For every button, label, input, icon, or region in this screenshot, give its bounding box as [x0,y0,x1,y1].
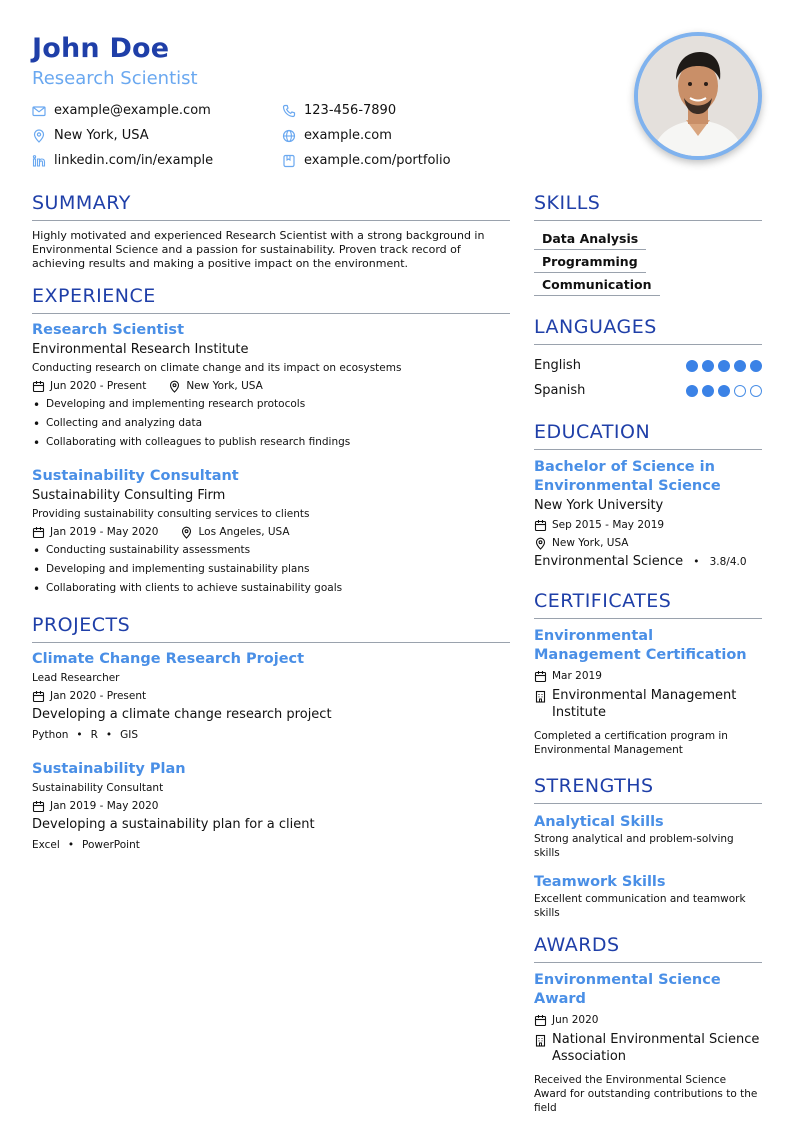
gpa-text: 3.8/4.0 [709,556,747,568]
contact-website[interactable] [282,128,532,143]
location-text: New York, USA [54,128,149,143]
map-pin-icon [168,380,181,393]
level-dot-filled [702,385,714,397]
field-text: Environmental Science [534,554,684,569]
location-text: New York, USA [552,537,629,549]
issuer-name: Environmental Management Institute [552,688,737,720]
skill-tag: Communication [534,275,660,296]
job-dates: Jan 2019 - May 2020 [50,526,159,538]
education-dates [534,516,762,534]
experience-item [32,466,510,598]
level-dot-filled [718,360,730,372]
certificate-issuer [534,687,762,721]
map-pin-icon [534,537,547,550]
contact-phone[interactable] [282,103,532,118]
building-icon [534,690,547,703]
education-location [534,534,762,552]
job-meta [32,377,510,395]
certificates-section [534,588,762,757]
contact-info [32,98,532,173]
language-name: English [534,358,581,373]
phone-text: 123-456-7890 [304,103,397,118]
education-section [534,419,762,572]
languages-section [534,314,762,403]
tool-tag: GIS [120,729,139,741]
summary-section [32,190,510,271]
project-description: Developing a sustainability plan for a client [32,817,315,832]
job-location: New York, USA [186,380,263,392]
strength-item [534,812,762,860]
linkedin-text: linkedin.com/in/example [54,153,214,168]
certificate-description: Completed a certification program in Environmental Management [534,730,728,756]
candidate-name: John Doe [32,33,170,64]
project-item [32,649,510,745]
strength-item [534,872,762,920]
education-heading: EDUCATION [534,419,762,450]
map-pin-icon [180,526,193,539]
language-name: Spanish [534,383,586,398]
experience-heading: EXPERIENCE [32,283,510,314]
project-role: Sustainability Consultant [32,782,164,794]
level-dot-filled [686,360,698,372]
summary-heading: SUMMARY [32,190,510,221]
job-bullets [32,395,510,452]
linkedin-icon [32,154,46,168]
level-dot-filled [750,360,762,372]
job-location: Los Angeles, USA [198,526,290,538]
contact-portfolio[interactable] [282,153,532,168]
experience-section [32,283,510,598]
level-dot-empty [750,385,762,397]
level-dot-filled [686,385,698,397]
level-dot-filled [718,385,730,397]
list-item: • Collaborating with clients to achieve sustainability goals [32,579,510,598]
tool-tag: PowerPoint [82,839,140,851]
level-dot-filled [702,360,714,372]
project-dates: Jan 2020 - Present [50,690,147,702]
certificate-date [534,667,762,685]
certificate-name: Environmental Management Certification [534,628,747,663]
job-company: Environmental Research Institute [32,342,249,357]
job-description: Conducting research on climate change and its impact on ecosystems [32,362,402,374]
portfolio-icon [282,154,296,168]
project-item [32,759,510,855]
dates-text: Sep 2015 - May 2019 [552,519,665,531]
summary-text: Highly motivated and experienced Research Scientist with a strong background in Environmental Science and a passion for sustainability. Proven track record of achieving results and making a positive impact on the environment. [32,229,485,270]
languages-heading: LANGUAGES [534,314,762,345]
profile-photo [634,32,762,160]
project-name: Sustainability Plan [32,761,186,777]
field-of-study: Environmental Science • 3.8/4.0 [534,554,747,569]
language-level [682,360,762,372]
project-tools: Excel • PowerPoint [32,839,140,851]
award-date [534,1011,762,1029]
list-item: • Developing and implementing research protocols [32,395,510,414]
experience-item [32,320,510,452]
contact-linkedin[interactable] [32,153,282,168]
job-bullets [32,541,510,598]
job-meta [32,523,510,541]
job-dates: Jun 2020 - Present [50,380,147,392]
skill-tag: Programming [534,252,646,273]
project-name: Climate Change Research Project [32,651,305,667]
degree-name: Bachelor of Science in Environmental Science [534,459,721,494]
job-description: Providing sustainability consulting services to clients [32,508,310,520]
resume-header [32,32,762,172]
issuer-name: National Environmental Science Association [552,1032,760,1064]
calendar-icon [534,1014,547,1027]
awards-section [534,932,762,1115]
date-text: Jun 2020 [552,1014,599,1026]
mail-icon [32,104,46,118]
project-tools: Python • R • GIS [32,729,139,741]
language-level [682,385,762,397]
project-meta [32,797,510,815]
project-meta [32,687,510,705]
right-column [534,190,762,1115]
project-description: Developing a climate change research project [32,707,332,722]
strength-name: Teamwork Skills [534,874,666,890]
award-name: Environmental Science Award [534,972,721,1007]
map-pin-icon [32,129,46,143]
calendar-icon [32,526,45,539]
strength-description: Excellent communication and teamwork skills [534,893,746,919]
level-dot-filled [734,360,746,372]
list-item: • Developing and implementing sustainability plans [32,560,510,579]
project-dates: Jan 2019 - May 2020 [50,800,159,812]
calendar-icon [32,800,45,813]
portfolio-text: example.com/portfolio [304,153,451,168]
job-company: Sustainability Consulting Firm [32,488,226,503]
list-item: • Conducting sustainability assessments [32,541,510,560]
job-title: Research Scientist [32,322,184,338]
certificates-heading: CERTIFICATES [534,588,762,619]
level-dot-empty [734,385,746,397]
language-row [534,378,762,403]
strengths-section [534,773,762,920]
skills-list [534,229,762,298]
calendar-icon [534,670,547,683]
language-row [534,353,762,378]
tool-tag: Excel [32,839,60,851]
skills-heading: SKILLS [534,190,762,221]
contact-email[interactable] [32,103,282,118]
strength-description: Strong analytical and problem-solving skills [534,833,734,859]
website-text: example.com [304,128,392,143]
job-title: Sustainability Consultant [32,468,239,484]
institution-name: New York University [534,498,664,513]
award-description: Received the Environmental Science Award for outstanding contributions to the field [534,1074,758,1114]
award-issuer [534,1031,762,1065]
list-item: • Collecting and analyzing data [32,414,510,433]
phone-icon [282,104,296,118]
building-icon [534,1034,547,1047]
calendar-icon [32,690,45,703]
skill-tag: Data Analysis [534,229,646,250]
contact-location [32,128,282,143]
awards-heading: AWARDS [534,932,762,963]
left-column [32,190,510,869]
list-item: • Collaborating with colleagues to publish research findings [32,433,510,452]
tool-tag: R [90,729,98,741]
projects-heading: PROJECTS [32,612,510,643]
calendar-icon [32,380,45,393]
candidate-title: Research Scientist [32,68,198,89]
tool-tag: Python [32,729,69,741]
email-text: example@example.com [54,103,211,118]
globe-icon [282,129,296,143]
project-role: Lead Researcher [32,672,120,684]
strengths-heading: STRENGTHS [534,773,762,804]
strength-name: Analytical Skills [534,814,664,830]
calendar-icon [534,519,547,532]
projects-section [32,612,510,855]
date-text: Mar 2019 [552,670,602,682]
skills-section [534,190,762,298]
